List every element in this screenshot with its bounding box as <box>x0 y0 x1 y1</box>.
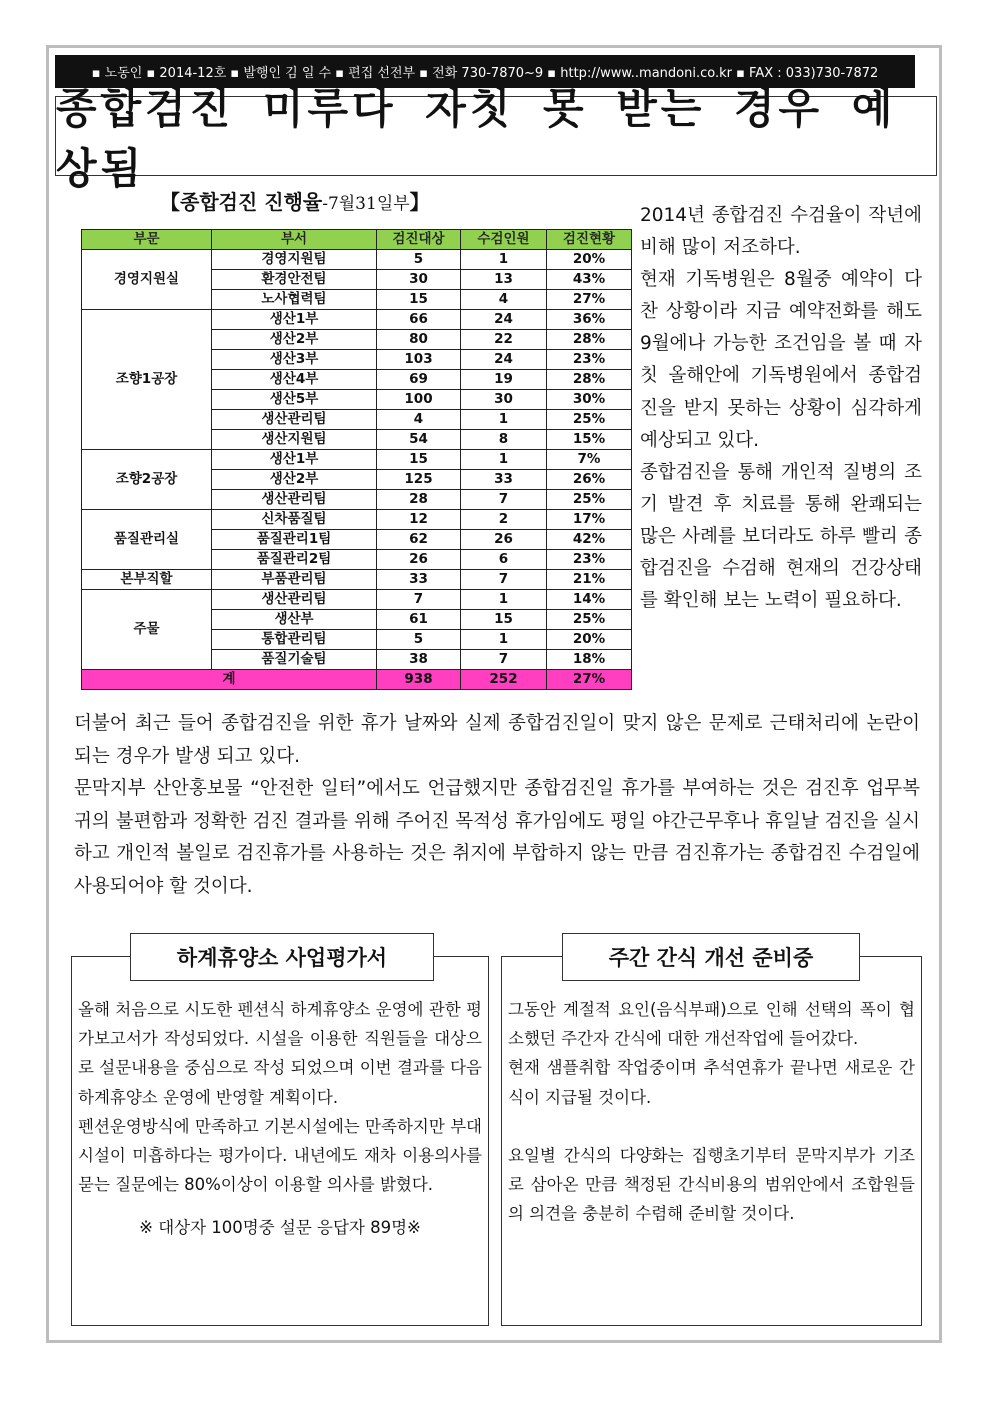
target-cell: 54 <box>377 430 461 450</box>
rate-cell: 18% <box>547 650 632 670</box>
target-cell: 33 <box>377 570 461 590</box>
rate-cell: 20% <box>547 630 632 650</box>
target-cell: 12 <box>377 510 461 530</box>
summer-resort-paragraph: 펜션운영방식에 만족하고 기본시설에는 만족하지만 부대시설이 미흡하다는 평가이다. 내년에도 재차 이용의사를 묻는 질문에는 80%이상이 이용할 의사를 밝혔다. <box>78 1116 482 1195</box>
header-department: 부서 <box>212 230 377 250</box>
headline: 종합검진 미루다 자칫 못 받는 경우 예상됨 <box>56 84 897 193</box>
rate-cell: 17% <box>547 510 632 530</box>
target-cell: 15 <box>377 290 461 310</box>
division-cell: 조향1공장 <box>82 310 212 450</box>
main-paragraph: 더불어 최근 들어 종합검진을 위한 휴가 날짜와 실제 종합검진일이 맞지 않은 문제로 근태처리에 논란이 되는 경우가 발생 되고 있다. <box>74 713 920 767</box>
examined-cell: 26 <box>461 530 547 550</box>
examined-cell: 30 <box>461 390 547 410</box>
publication-info-bar: ▪ 노동인 ▪ 2014-12호 ▪ 발행인 김 일 수 ▪ 편집 선전부 ▪ 전화 730-7870~9 ▪ http://www..mandoni.co.kr ▪ FAX : 033)730-7872 <box>55 55 915 88</box>
department-cell: 품질관리2팀 <box>212 550 377 570</box>
summer-resort-content <box>78 995 482 1243</box>
department-cell: 통합관리팀 <box>212 630 377 650</box>
examined-cell: 13 <box>461 270 547 290</box>
examined-cell: 1 <box>461 410 547 430</box>
examined-cell: 7 <box>461 570 547 590</box>
target-cell: 103 <box>377 350 461 370</box>
summer-resort-paragraph: 올해 처음으로 시도한 펜션식 하계휴양소 운영에 관한 평가보고서가 작성되었다. 시설을 이용한 직원들을 대상으로 설문내용을 중심으로 작성 되었으며 이번 결과를 다음 하계휴양소 운영에 반영할 계획이다. <box>78 1000 482 1107</box>
rate-cell: 36% <box>547 310 632 330</box>
rate-cell: 27% <box>547 290 632 310</box>
examined-cell: 33 <box>461 470 547 490</box>
department-cell: 신차품질팀 <box>212 510 377 530</box>
division-cell: 조향2공장 <box>82 450 212 510</box>
rate-cell: 25% <box>547 410 632 430</box>
department-cell: 품질기술팀 <box>212 650 377 670</box>
target-cell: 28 <box>377 490 461 510</box>
rate-cell: 21% <box>547 570 632 590</box>
department-cell: 생산부 <box>212 610 377 630</box>
target-cell: 26 <box>377 550 461 570</box>
department-cell: 경영지원팀 <box>212 250 377 270</box>
total-label: 계 <box>82 670 377 690</box>
rate-cell: 28% <box>547 330 632 350</box>
examined-cell: 19 <box>461 370 547 390</box>
target-cell: 61 <box>377 610 461 630</box>
rate-cell: 30% <box>547 390 632 410</box>
table-caption-date: -7월31일부 <box>322 194 410 214</box>
snack-improvement-content <box>508 995 915 1228</box>
examined-cell: 7 <box>461 650 547 670</box>
department-cell: 생산관리팀 <box>212 490 377 510</box>
target-cell: 15 <box>377 450 461 470</box>
survey-note: ※ 대상자 100명중 설문 응답자 89명※ <box>139 1218 421 1238</box>
table-caption-end: 】 <box>409 190 430 214</box>
target-cell: 80 <box>377 330 461 350</box>
rate-cell: 28% <box>547 370 632 390</box>
total-rate-cell: 27% <box>547 670 632 690</box>
examined-cell: 24 <box>461 350 547 370</box>
target-cell: 100 <box>377 390 461 410</box>
snack-improvement-title: 주간 간식 개선 준비중 <box>562 933 860 981</box>
target-cell: 69 <box>377 370 461 390</box>
examined-cell: 8 <box>461 430 547 450</box>
department-cell: 생산관리팀 <box>212 410 377 430</box>
division-cell: 본부직할 <box>82 570 212 590</box>
rate-cell: 20% <box>547 250 632 270</box>
table-row <box>82 590 632 610</box>
examined-cell: 1 <box>461 590 547 610</box>
summer-resort-title: 하계휴양소 사업평가서 <box>130 933 434 981</box>
target-cell: 66 <box>377 310 461 330</box>
examined-cell: 1 <box>461 450 547 470</box>
department-cell: 생산3부 <box>212 350 377 370</box>
department-cell: 부품관리팀 <box>212 570 377 590</box>
target-cell: 125 <box>377 470 461 490</box>
examined-cell: 15 <box>461 610 547 630</box>
rate-cell: 23% <box>547 550 632 570</box>
header-division: 부문 <box>82 230 212 250</box>
target-cell: 4 <box>377 410 461 430</box>
side-paragraph: 현재 기독병원은 8월중 예약이 다 찬 상황이라 지금 예약전화를 해도 9월에나 가능한 조건임을 볼 때 자칫 올해안에 기독병원에서 종합검진을 받지 못하는 상황이 심각하게 예상되고 있다. <box>640 269 922 451</box>
department-cell: 생산2부 <box>212 470 377 490</box>
summer-resort-box <box>71 946 489 1326</box>
table-row <box>82 450 632 470</box>
table-caption <box>160 186 430 215</box>
examined-cell: 6 <box>461 550 547 570</box>
table-caption-main: 【종합검진 진행율 <box>160 190 323 214</box>
main-paragraph: 문막지부 산안홍보물 “안전한 일터”에서도 언급했지만 종합검진일 휴가를 부여하는 것은 검진후 업무복귀의 불편함과 정확한 검진 결과를 위해 주어진 목적성 휴가임에도 평일 야간근무후나 휴일날 검진을 실시하고 개인적 볼일로 검진휴가를 사용하는 것은 취지에 부합하지 않는 만큼 검진휴가는 종합검진 수검일에 사용되어야 할 것이다. <box>74 778 920 897</box>
rate-cell: 25% <box>547 490 632 510</box>
headline-box <box>55 84 937 193</box>
table-header-row <box>82 230 632 250</box>
examined-cell: 4 <box>461 290 547 310</box>
target-cell: 30 <box>377 270 461 290</box>
rate-cell: 23% <box>547 350 632 370</box>
department-cell: 품질관리1팀 <box>212 530 377 550</box>
table-row <box>82 510 632 530</box>
rate-cell: 25% <box>547 610 632 630</box>
total-examined-cell: 252 <box>461 670 547 690</box>
division-cell: 품질관리실 <box>82 510 212 570</box>
examined-cell: 24 <box>461 310 547 330</box>
rate-cell: 7% <box>547 450 632 470</box>
snack-paragraph <box>508 1112 915 1141</box>
snack-paragraph: 현재 샘플취합 작업중이며 추석연휴가 끝나면 새로운 간식이 지급될 것이다. <box>508 1058 915 1107</box>
table-row <box>82 250 632 270</box>
division-cell: 주물 <box>82 590 212 670</box>
snack-paragraph: 그동안 계절적 요인(음식부패)으로 인해 선택의 폭이 협소했던 주간자 간식에 대한 개선작업에 들어갔다. <box>508 1000 915 1049</box>
department-cell: 환경안전팀 <box>212 270 377 290</box>
table-body <box>82 250 632 690</box>
checkup-progress-table <box>81 229 632 690</box>
side-paragraph: 종합검진을 통해 개인적 질병의 조기 발견 후 치료를 통해 완쾌되는 많은 사례를 보더라도 하루 빨리 종합검진을 수검해 현재의 건강상태를 확인해 보는 노력이 필요하다. <box>640 461 922 612</box>
target-cell: 5 <box>377 630 461 650</box>
rate-cell: 26% <box>547 470 632 490</box>
rate-cell: 14% <box>547 590 632 610</box>
department-cell: 생산관리팀 <box>212 590 377 610</box>
examined-cell: 22 <box>461 330 547 350</box>
target-cell: 5 <box>377 250 461 270</box>
snack-improvement-box <box>501 946 922 1326</box>
total-row <box>82 670 632 690</box>
examined-cell: 7 <box>461 490 547 510</box>
total-target-cell: 938 <box>377 670 461 690</box>
examined-cell: 1 <box>461 250 547 270</box>
rate-cell: 42% <box>547 530 632 550</box>
header-examined: 수검인원 <box>461 230 547 250</box>
target-cell: 38 <box>377 650 461 670</box>
department-cell: 생산5부 <box>212 390 377 410</box>
side-article <box>640 200 922 617</box>
examined-cell: 1 <box>461 630 547 650</box>
snack-paragraph: 요일별 간식의 다양화는 집행초기부터 문막지부가 기조로 삼아온 만큼 책정된 간식비용의 범위안에서 조합원들의 의견을 충분히 수렴해 준비할 것이다. <box>508 1145 915 1224</box>
side-paragraph: 2014년 종합검진 수검율이 작년에 비해 많이 저조하다. <box>640 205 922 259</box>
department-cell: 생산1부 <box>212 310 377 330</box>
department-cell: 생산지원팀 <box>212 430 377 450</box>
rate-cell: 43% <box>547 270 632 290</box>
examined-cell: 2 <box>461 510 547 530</box>
main-article <box>74 708 920 903</box>
header-rate: 검진현황 <box>547 230 632 250</box>
table-row <box>82 310 632 330</box>
department-cell: 생산4부 <box>212 370 377 390</box>
division-cell: 경영지원실 <box>82 250 212 310</box>
target-cell: 62 <box>377 530 461 550</box>
target-cell: 7 <box>377 590 461 610</box>
department-cell: 노사협력팀 <box>212 290 377 310</box>
header-target: 검진대상 <box>377 230 461 250</box>
department-cell: 생산1부 <box>212 450 377 470</box>
table-row <box>82 570 632 590</box>
rate-cell: 15% <box>547 430 632 450</box>
department-cell: 생산2부 <box>212 330 377 350</box>
